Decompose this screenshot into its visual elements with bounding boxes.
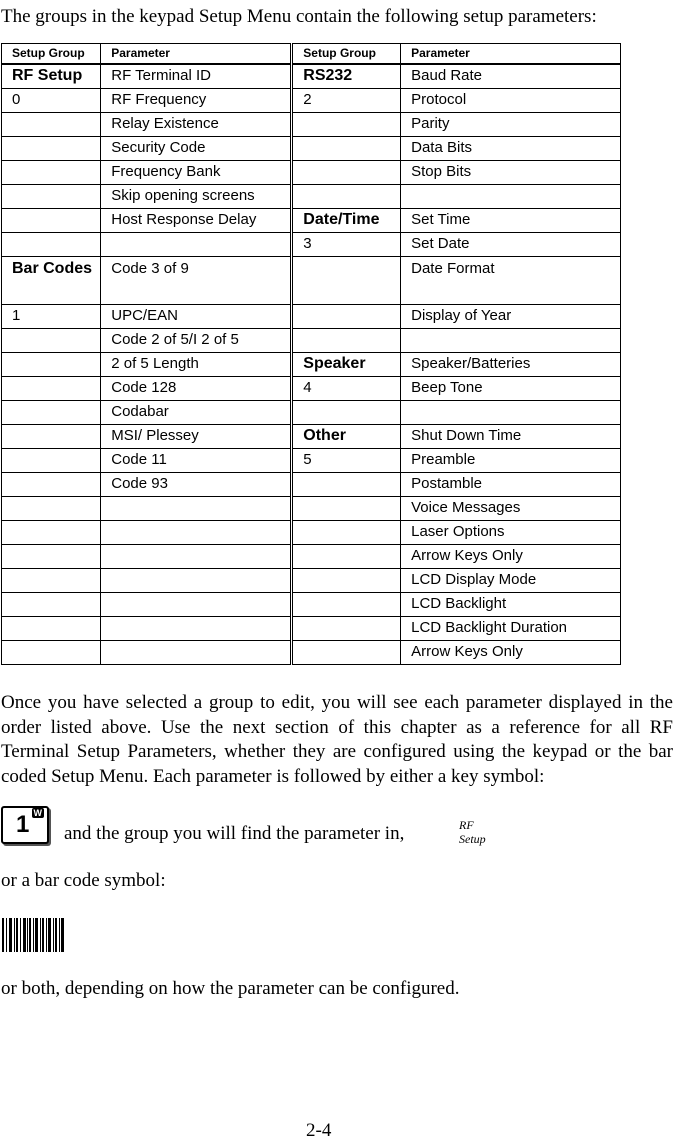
parameter-cell: Postamble — [401, 473, 621, 497]
parameter-cell — [101, 233, 292, 257]
parameter-cell: Frequency Bank — [101, 161, 292, 185]
setup-group-cell — [292, 617, 401, 641]
setup-group-cell — [292, 305, 401, 329]
table-row — [2, 521, 621, 545]
table-row — [2, 497, 621, 521]
setup-group-cell — [292, 329, 401, 353]
parameter-cell: Code 3 of 9 — [101, 257, 292, 305]
table-row — [2, 257, 621, 305]
table-row — [2, 89, 621, 113]
barcode-text: or a bar code symbol: — [1, 870, 166, 891]
both-text: or both, depending on how the parameter can be configured. — [1, 978, 460, 999]
setup-group-cell — [292, 161, 401, 185]
setup-group-cell — [292, 593, 401, 617]
table-row — [2, 641, 621, 665]
setup-group-cell — [2, 401, 101, 425]
setup-group-cell — [2, 209, 101, 233]
parameter-cell: UPC/EAN — [101, 305, 292, 329]
parameter-cell: Skip opening screens — [101, 185, 292, 209]
setup-group-cell — [2, 137, 101, 161]
parameter-cell: Shut Down Time — [401, 425, 621, 449]
setup-group-cell — [2, 185, 101, 209]
setup-group-cell: Other — [292, 425, 401, 449]
setup-group-cell: RF Setup — [2, 64, 101, 89]
key-1-icon: 1 W — [1, 806, 49, 844]
setup-group-cell — [292, 497, 401, 521]
setup-group-cell — [292, 185, 401, 209]
setup-group-cell: 1 — [2, 305, 101, 329]
parameter-cell: Protocol — [401, 89, 621, 113]
setup-group-cell: Date/Time — [292, 209, 401, 233]
parameter-cell: LCD Display Mode — [401, 569, 621, 593]
table-row — [2, 473, 621, 497]
group-tag: RF Setup — [459, 818, 486, 846]
parameter-cell: Relay Existence — [101, 113, 292, 137]
parameter-cell: RF Frequency — [101, 89, 292, 113]
parameter-cell: Set Time — [401, 209, 621, 233]
parameter-cell: Codabar — [101, 401, 292, 425]
parameter-cell — [101, 617, 292, 641]
parameter-cell: Date Format — [401, 257, 621, 305]
key-symbol-line — [1, 806, 601, 850]
table-row — [2, 545, 621, 569]
parameter-cell: Code 128 — [101, 377, 292, 401]
table-row — [2, 401, 621, 425]
parameter-cell: LCD Backlight Duration — [401, 617, 621, 641]
setup-group-cell: 5 — [292, 449, 401, 473]
setup-group-cell — [2, 233, 101, 257]
setup-group-cell — [2, 641, 101, 665]
parameter-cell — [401, 329, 621, 353]
setup-group-cell: 2 — [292, 89, 401, 113]
header-parameter-1: Parameter — [101, 44, 292, 65]
setup-group-cell — [2, 353, 101, 377]
parameter-cell: Display of Year — [401, 305, 621, 329]
setup-group-cell: RS232 — [292, 64, 401, 89]
header-setup-group-1: Setup Group — [2, 44, 101, 65]
parameter-cell: Arrow Keys Only — [401, 641, 621, 665]
setup-group-cell — [292, 521, 401, 545]
parameter-cell — [101, 497, 292, 521]
parameter-cell: Arrow Keys Only — [401, 545, 621, 569]
table-row — [2, 377, 621, 401]
table-body — [2, 64, 621, 665]
setup-group-cell — [2, 329, 101, 353]
setup-group-cell — [2, 593, 101, 617]
setup-group-cell — [2, 113, 101, 137]
barcode-icon — [2, 918, 64, 952]
setup-group-cell — [292, 137, 401, 161]
page-number: 2-4 — [306, 1120, 332, 1141]
parameter-cell: MSI/ Plessey — [101, 425, 292, 449]
setup-group-cell — [2, 377, 101, 401]
parameter-cell — [401, 401, 621, 425]
setup-group-cell: Bar Codes — [2, 257, 101, 305]
header-parameter-2: Parameter — [401, 44, 621, 65]
parameter-cell: Speaker/Batteries — [401, 353, 621, 377]
table-row — [2, 137, 621, 161]
parameter-cell: Parity — [401, 113, 621, 137]
parameter-cell: Baud Rate — [401, 64, 621, 89]
setup-group-cell — [2, 161, 101, 185]
setup-group-cell — [292, 641, 401, 665]
parameter-cell: Laser Options — [401, 521, 621, 545]
table-row — [2, 305, 621, 329]
parameter-cell: RF Terminal ID — [101, 64, 292, 89]
parameter-cell: LCD Backlight — [401, 593, 621, 617]
parameter-cell: Stop Bits — [401, 161, 621, 185]
setup-group-cell — [292, 569, 401, 593]
table-header-row — [2, 44, 621, 65]
table-row — [2, 617, 621, 641]
description-paragraph: Once you have selected a group to edit, you will see each parameter displayed in the order listed above. Use the next section of this chapter as a reference for all RF Terminal Setup Parameters, whether they are configured using the keypad or the bar coded Setup Menu. Each parameter is followed by either a key symbol: — [1, 692, 673, 787]
table-row — [2, 113, 621, 137]
setup-group-cell — [292, 113, 401, 137]
setup-group-cell — [2, 497, 101, 521]
parameter-cell — [101, 569, 292, 593]
table-row — [2, 185, 621, 209]
setup-group-cell — [292, 545, 401, 569]
intro-text: The groups in the keypad Setup Menu contain the following setup parameters: — [1, 6, 597, 27]
parameter-cell: Code 93 — [101, 473, 292, 497]
table-row — [2, 425, 621, 449]
setup-group-cell — [292, 257, 401, 305]
parameter-cell: 2 of 5 Length — [101, 353, 292, 377]
parameter-cell: Voice Messages — [401, 497, 621, 521]
table-row — [2, 569, 621, 593]
parameter-cell: Host Response Delay — [101, 209, 292, 233]
setup-group-cell: Speaker — [292, 353, 401, 377]
table-row — [2, 449, 621, 473]
parameter-cell — [101, 593, 292, 617]
parameter-cell: Beep Tone — [401, 377, 621, 401]
table-row — [2, 353, 621, 377]
setup-group-cell — [2, 521, 101, 545]
parameter-cell — [401, 185, 621, 209]
table-row — [2, 64, 621, 89]
setup-group-cell — [2, 569, 101, 593]
table-row — [2, 161, 621, 185]
setup-group-cell — [292, 401, 401, 425]
parameter-cell — [101, 521, 292, 545]
parameter-cell: Security Code — [101, 137, 292, 161]
setup-group-cell: 0 — [2, 89, 101, 113]
setup-group-cell — [2, 617, 101, 641]
key-symbol-text: and the group you will find the parameter in, — [64, 823, 405, 844]
table-row — [2, 233, 621, 257]
table-row — [2, 593, 621, 617]
setup-parameters-table — [1, 43, 621, 665]
setup-group-cell: 4 — [292, 377, 401, 401]
setup-group-cell — [2, 473, 101, 497]
setup-group-cell: 3 — [292, 233, 401, 257]
parameter-cell: Data Bits — [401, 137, 621, 161]
setup-group-cell — [292, 473, 401, 497]
setup-group-cell — [2, 449, 101, 473]
parameter-cell: Code 11 — [101, 449, 292, 473]
header-setup-group-2: Setup Group — [292, 44, 401, 65]
parameter-cell: Preamble — [401, 449, 621, 473]
setup-group-cell — [2, 545, 101, 569]
table-row — [2, 329, 621, 353]
parameter-cell — [101, 545, 292, 569]
table-row — [2, 209, 621, 233]
parameter-cell — [101, 641, 292, 665]
parameter-cell: Set Date — [401, 233, 621, 257]
setup-group-cell — [2, 425, 101, 449]
parameter-cell: Code 2 of 5/I 2 of 5 — [101, 329, 292, 353]
